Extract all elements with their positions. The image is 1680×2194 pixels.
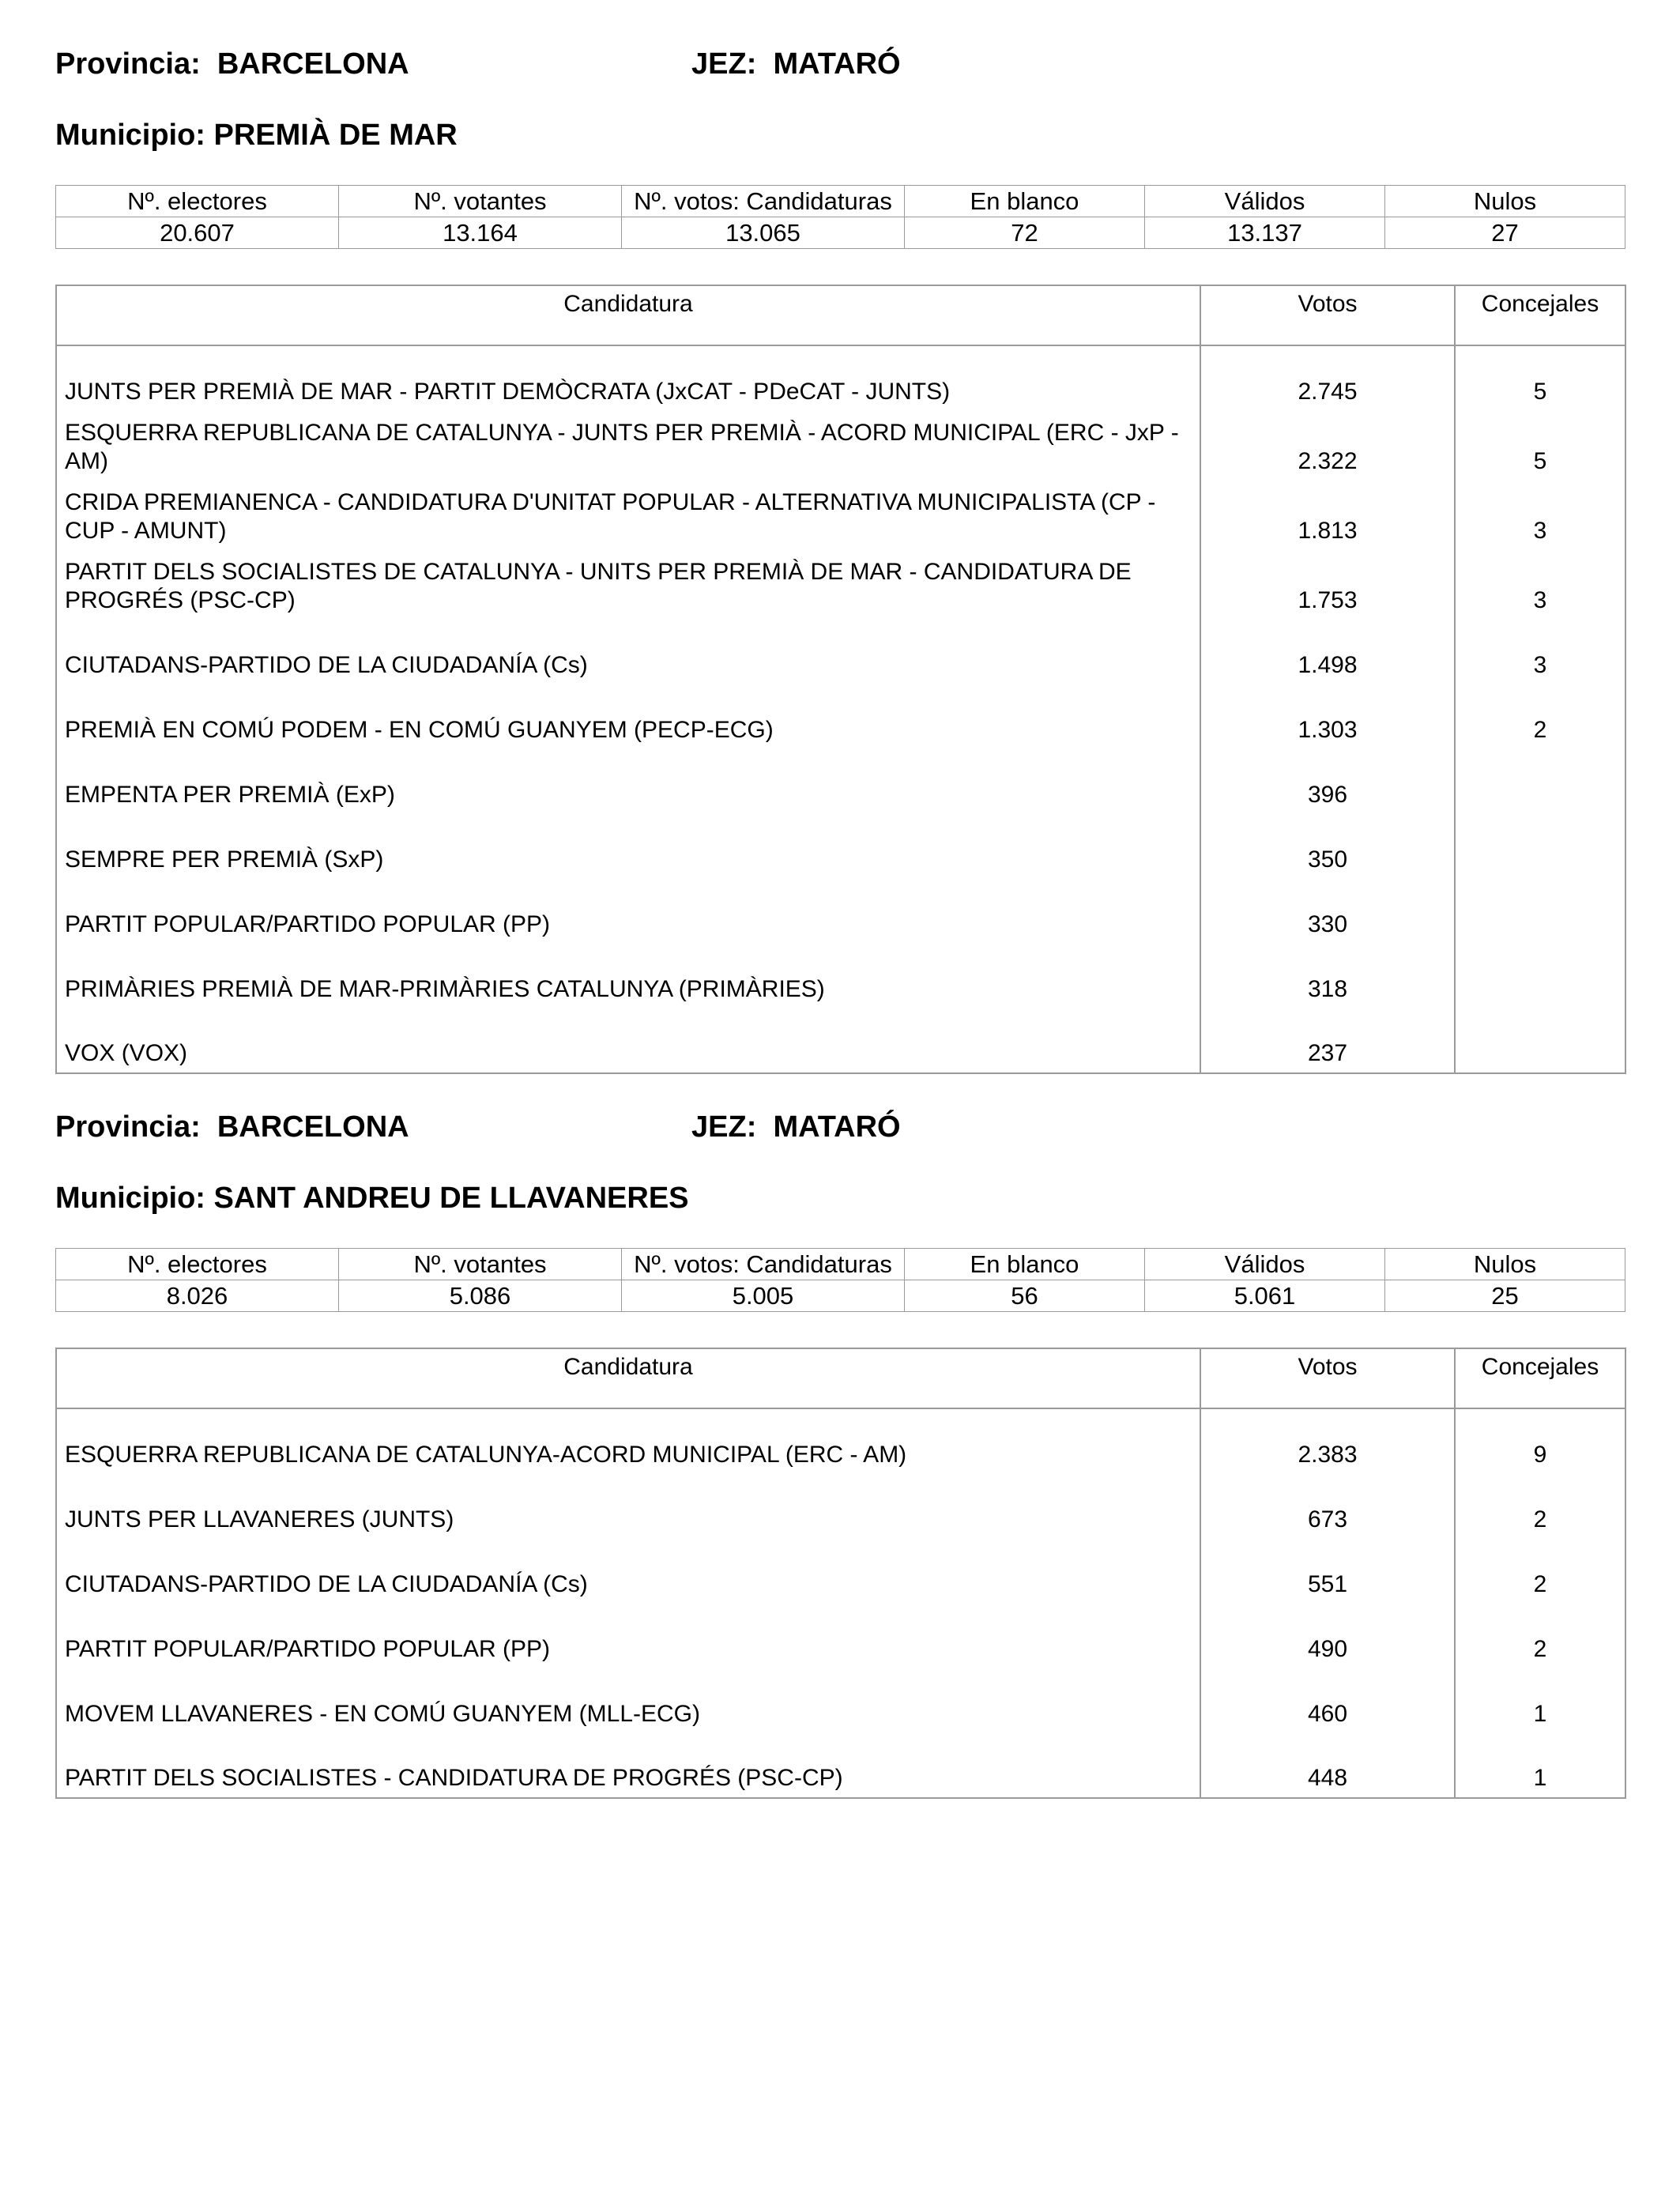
votos-value: 448	[1200, 1733, 1455, 1798]
votos-value: 1.498	[1200, 620, 1455, 684]
spacer-row	[56, 1408, 1625, 1428]
votos-value: 237	[1200, 1008, 1455, 1073]
table-row	[56, 550, 1625, 620]
municipality-section-llavaneres	[55, 1110, 1625, 1822]
votos-value: 396	[1200, 749, 1455, 814]
votos-column-header: Votos	[1200, 285, 1455, 345]
votos-value: 318	[1200, 944, 1455, 1008]
concejales-value: 5	[1455, 365, 1625, 411]
summary-value-cell: 27	[1385, 217, 1625, 249]
spacer-row	[56, 345, 1625, 365]
candidatura-name: PREMIÀ EN COMÚ PODEM - EN COMÚ GUANYEM (PECP-ECG)	[65, 717, 774, 743]
summary-value-cell: 5.005	[622, 1280, 905, 1312]
concejales-value	[1455, 749, 1625, 814]
concejales-value: 5	[1455, 411, 1625, 481]
summary-value-cell: 25	[1385, 1280, 1625, 1312]
concejales-value: 2	[1455, 1474, 1625, 1539]
candidatura-name: CRIDA PREMIANENCA - CANDIDATURA D'UNITAT POPULAR - ALTERNATIVA MUNICIPALISTA (CP - CUP - AMUNT)	[65, 489, 1156, 544]
concejales-value	[1455, 814, 1625, 879]
concejales-column-header: Concejales	[1455, 285, 1625, 345]
votos-value: 551	[1200, 1539, 1455, 1604]
table-row	[56, 365, 1625, 411]
summary-value-cell: 8.026	[56, 1280, 339, 1312]
summary-header-cell: Nº. votantes	[339, 186, 622, 217]
summary-value-cell: 72	[905, 217, 1145, 249]
candidatura-name: CIUTADANS-PARTIDO DE LA CIUDADANÍA (Cs)	[65, 652, 588, 678]
summary-header-cell: Nulos	[1385, 186, 1625, 217]
table-row	[56, 1474, 1625, 1539]
candidatura-name: ESQUERRA REPUBLICANA DE CATALUNYA-ACORD MUNICIPAL (ERC - AM)	[65, 1442, 907, 1468]
candidatura-name: PARTIT DELS SOCIALISTES - CANDIDATURA DE PROGRÉS (PSC-CP)	[65, 1765, 843, 1791]
summary-header-cell: Válidos	[1145, 186, 1385, 217]
provincia-heading: Provincia: BARCELONA	[55, 47, 409, 81]
summary-value-row	[56, 1280, 1625, 1312]
votos-column-header: Votos	[1200, 1348, 1455, 1408]
concejales-column-header: Concejales	[1455, 1348, 1625, 1408]
provincia-heading: Provincia: BARCELONA	[55, 1110, 409, 1144]
summary-table	[55, 1248, 1625, 1312]
summary-header-cell: En blanco	[905, 186, 1145, 217]
table-row	[56, 411, 1625, 481]
concejales-value: 3	[1455, 620, 1625, 684]
summary-header-cell: Válidos	[1145, 1249, 1385, 1280]
summary-header-cell: Nº. electores	[56, 1249, 339, 1280]
table-row	[56, 684, 1625, 749]
concejales-value: 2	[1455, 1604, 1625, 1668]
table-row	[56, 1428, 1625, 1474]
summary-header-row	[56, 1249, 1625, 1280]
table-row	[56, 1539, 1625, 1604]
candidatura-name: SEMPRE PER PREMIÀ (SxP)	[65, 846, 384, 873]
candidaturas-header-row	[56, 285, 1625, 345]
table-row	[56, 1008, 1625, 1073]
concejales-value: 2	[1455, 684, 1625, 749]
votos-value: 1.813	[1200, 481, 1455, 550]
summary-header-cell: Nulos	[1385, 1249, 1625, 1280]
candidatura-name: PRIMÀRIES PREMIÀ DE MAR-PRIMÀRIES CATALUNYA (PRIMÀRIES)	[65, 976, 825, 1002]
summary-value-cell: 13.065	[622, 217, 905, 249]
table-row	[56, 879, 1625, 944]
votos-value: 460	[1200, 1668, 1455, 1733]
concejales-value: 2	[1455, 1539, 1625, 1604]
concejales-value	[1455, 944, 1625, 1008]
summary-header-row	[56, 186, 1625, 217]
jez-heading: JEZ: MATARÓ	[691, 47, 901, 81]
summary-value-cell: 56	[905, 1280, 1145, 1312]
candidatura-name: ESQUERRA REPUBLICANA DE CATALUNYA - JUNTS PER PREMIÀ - ACORD MUNICIPAL (ERC - JxP - AM)	[65, 420, 1179, 474]
table-row	[56, 1604, 1625, 1668]
concejales-value: 1	[1455, 1668, 1625, 1733]
municipio-heading: Municipio: PREMIÀ DE MAR	[55, 119, 458, 152]
municipio-heading: Municipio: SANT ANDREU DE LLAVANERES	[55, 1182, 689, 1215]
votos-value: 1.303	[1200, 684, 1455, 749]
candidatura-name: MOVEM LLAVANERES - EN COMÚ GUANYEM (MLL-ECG)	[65, 1701, 700, 1727]
concejales-value	[1455, 1008, 1625, 1073]
summary-value-cell: 5.086	[339, 1280, 622, 1312]
municipality-section-premia	[55, 47, 1625, 1075]
summary-header-cell: Nº. votantes	[339, 1249, 622, 1280]
concejales-value	[1455, 879, 1625, 944]
summary-value-cell: 5.061	[1145, 1280, 1385, 1312]
votos-value: 350	[1200, 814, 1455, 879]
candidatura-name: VOX (VOX)	[65, 1040, 188, 1066]
table-row	[56, 1733, 1625, 1798]
summary-header-cell: En blanco	[905, 1249, 1145, 1280]
concejales-value: 3	[1455, 481, 1625, 550]
candidatura-name: PARTIT POPULAR/PARTIDO POPULAR (PP)	[65, 1636, 551, 1662]
summary-header-cell: Nº. votos: Candidaturas	[622, 1249, 905, 1280]
table-row	[56, 481, 1625, 550]
votos-value: 1.753	[1200, 550, 1455, 620]
candidatura-name: CIUTADANS-PARTIDO DE LA CIUDADANÍA (Cs)	[65, 1571, 588, 1597]
candidatura-name: JUNTS PER PREMIÀ DE MAR - PARTIT DEMÒCRATA (JxCAT - PDeCAT - JUNTS)	[65, 379, 951, 405]
candidatura-name: PARTIT DELS SOCIALISTES DE CATALUNYA - UNITS PER PREMIÀ DE MAR - CANDIDATURA DE PROGRÉS (PSC-CP)	[65, 559, 1132, 613]
votos-value: 2.322	[1200, 411, 1455, 481]
votos-value: 490	[1200, 1604, 1455, 1668]
summary-value-row	[56, 217, 1625, 249]
candidaturas-table	[55, 285, 1626, 1074]
candidaturas-table	[55, 1348, 1626, 1799]
candidatura-name: JUNTS PER LLAVANERES (JUNTS)	[65, 1506, 454, 1532]
summary-value-cell: 20.607	[56, 217, 339, 249]
summary-table	[55, 185, 1625, 249]
candidaturas-header-row	[56, 1348, 1625, 1408]
table-row	[56, 749, 1625, 814]
table-row	[56, 1668, 1625, 1733]
votos-value: 330	[1200, 879, 1455, 944]
concejales-value: 9	[1455, 1428, 1625, 1474]
candidatura-column-header: Candidatura	[56, 285, 1200, 345]
summary-value-cell: 13.137	[1145, 217, 1385, 249]
candidatura-name: EMPENTA PER PREMIÀ (ExP)	[65, 782, 395, 808]
votos-value: 2.383	[1200, 1428, 1455, 1474]
candidatura-column-header: Candidatura	[56, 1348, 1200, 1408]
concejales-value: 1	[1455, 1733, 1625, 1798]
summary-value-cell: 13.164	[339, 217, 622, 249]
candidatura-name: PARTIT POPULAR/PARTIDO POPULAR (PP)	[65, 911, 551, 937]
votos-value: 673	[1200, 1474, 1455, 1539]
summary-header-cell: Nº. electores	[56, 186, 339, 217]
table-row	[56, 620, 1625, 684]
summary-header-cell: Nº. votos: Candidaturas	[622, 186, 905, 217]
table-row	[56, 944, 1625, 1008]
table-row	[56, 814, 1625, 879]
jez-heading: JEZ: MATARÓ	[691, 1110, 901, 1144]
concejales-value: 3	[1455, 550, 1625, 620]
votos-value: 2.745	[1200, 365, 1455, 411]
